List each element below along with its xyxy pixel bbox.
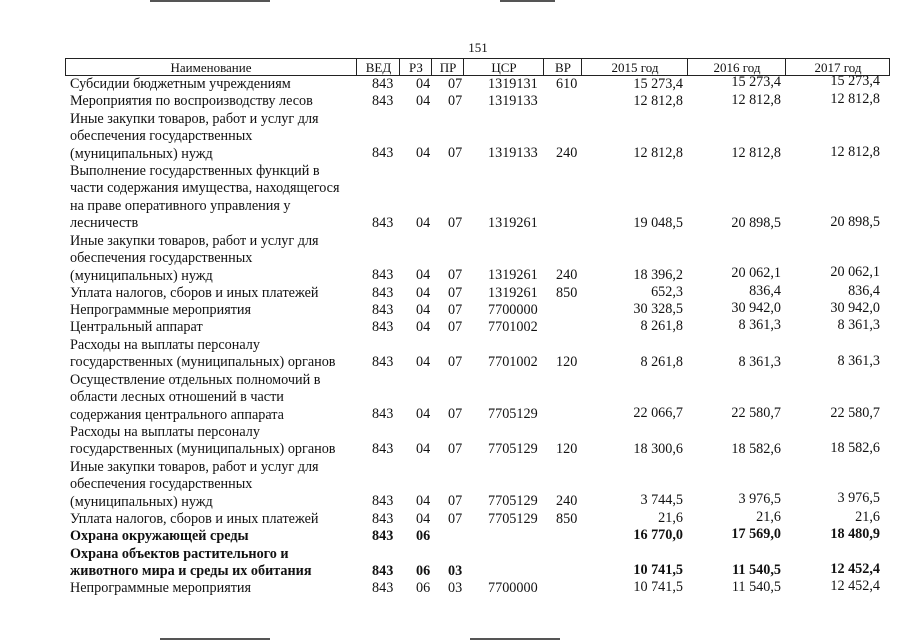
header-name: Наименование [170, 60, 252, 75]
row-name: Центральный аппарат [70, 319, 203, 335]
row-2016: 15 273,4 [731, 74, 781, 90]
row-2017: 20 898,5 [830, 214, 880, 230]
row-name: Иные закупки товаров, работ и услуг для обеспечения государственных (муниципальных) нужд [70, 111, 319, 162]
row-rz: 04 [416, 319, 431, 335]
header-rz: РЗ [399, 59, 432, 75]
header-pr: ПР [431, 59, 464, 75]
row-pr: 07 [448, 302, 463, 318]
row-pr: 07 [448, 93, 463, 109]
row-2015: 12 812,8 [633, 93, 683, 109]
row-csr: 1319133 [488, 145, 538, 161]
header-2016: 2016 год [687, 59, 786, 75]
row-2017: 20 062,1 [830, 264, 880, 280]
row-2015: 10 741,5 [633, 562, 683, 578]
header-ved: ВЕД [356, 59, 400, 75]
row-2015: 15 273,4 [633, 76, 683, 92]
row-name: Осуществление отдельных полномочий в области лесных отношений в части содержания центрального аппарата [70, 372, 321, 423]
row-2016: 22 580,7 [731, 405, 781, 421]
row-2015: 18 396,2 [633, 267, 683, 283]
row-2016: 8 361,3 [738, 317, 781, 333]
row-2016: 12 812,8 [731, 92, 781, 108]
row-ved: 843 [372, 93, 394, 109]
row-pr: 07 [448, 267, 463, 283]
row-csr: 1319261 [488, 215, 538, 231]
row-2015: 30 328,5 [633, 301, 683, 317]
row-2017: 12 812,8 [830, 91, 880, 107]
row-pr: 07 [448, 441, 463, 457]
row-ved: 843 [372, 511, 394, 527]
row-csr: 1319261 [488, 267, 538, 283]
row-csr: 7705129 [488, 493, 538, 509]
row-2015: 19 048,5 [633, 215, 683, 231]
row-name: Уплата налогов, сборов и иных платежей [70, 511, 319, 527]
row-pr: 07 [448, 145, 463, 161]
row-ved: 843 [372, 563, 394, 579]
row-2016: 11 540,5 [731, 579, 781, 595]
scan-edge-top-left [150, 0, 270, 2]
row-ved: 843 [372, 302, 394, 318]
row-ved: 843 [372, 319, 394, 335]
row-ved: 843 [372, 215, 394, 231]
row-pr: 07 [448, 493, 463, 509]
row-2015: 22 066,7 [633, 405, 683, 421]
row-ved: 843 [372, 285, 394, 301]
row-name: Иные закупки товаров, работ и услуг для обеспечения государственных (муниципальных) нужд [70, 459, 319, 510]
row-vr: 850 [556, 285, 578, 301]
row-csr: 7700000 [488, 580, 538, 596]
row-rz: 04 [416, 511, 431, 527]
row-rz: 06 [416, 528, 431, 544]
row-name: Субсидии бюджетным учреждениям [70, 76, 291, 92]
header-csr: ЦСР [463, 59, 544, 75]
row-name: Мероприятия по воспроизводству лесов [70, 93, 313, 109]
row-ved: 843 [372, 354, 394, 370]
row-2015: 8 261,8 [640, 318, 683, 334]
row-csr: 7705129 [488, 511, 538, 527]
row-pr: 07 [448, 285, 463, 301]
row-2017: 18 582,6 [830, 440, 880, 456]
row-2016: 21,6 [756, 509, 781, 525]
row-2017: 12 452,4 [830, 578, 880, 594]
row-rz: 04 [416, 76, 431, 92]
row-vr: 120 [556, 354, 578, 370]
row-ved: 843 [372, 441, 394, 457]
row-2015: 16 770,0 [633, 527, 683, 543]
row-2017: 8 361,3 [837, 353, 880, 369]
row-name: Непрограммные мероприятия [70, 302, 252, 318]
row-csr: 1319131 [488, 76, 538, 92]
row-rz: 06 [416, 580, 431, 596]
scan-edge-top-right [500, 0, 555, 2]
row-csr: 7701002 [488, 354, 538, 370]
row-2016: 30 942,0 [731, 300, 781, 316]
row-name: Охрана объектов растительного и животного мира и среды их обитания [70, 546, 312, 580]
header-vr: ВР [543, 59, 582, 75]
row-rz: 04 [416, 406, 431, 422]
row-2016: 11 540,5 [732, 562, 781, 578]
row-vr: 240 [556, 145, 578, 161]
row-pr: 03 [448, 580, 463, 596]
row-ved: 843 [372, 528, 394, 544]
row-2016: 836,4 [749, 283, 781, 299]
row-csr: 7705129 [488, 406, 538, 422]
row-ved: 843 [372, 76, 394, 92]
row-2017: 8 361,3 [837, 317, 880, 333]
row-rz: 04 [416, 285, 431, 301]
row-2017: 30 942,0 [830, 300, 880, 316]
row-ved: 843 [372, 145, 394, 161]
row-vr: 240 [556, 493, 578, 509]
row-rz: 04 [416, 354, 431, 370]
row-2017: 22 580,7 [830, 405, 880, 421]
row-pr: 07 [448, 76, 463, 92]
row-pr: 03 [448, 563, 463, 579]
row-name: Расходы на выплаты персоналу государственных (муниципальных) органов [70, 424, 336, 458]
row-name: Выполнение государственных функций в части содержания имущества, находящегося на праве оперативного управления у лесничеств [70, 163, 340, 231]
row-2015: 12 812,8 [633, 145, 683, 161]
row-name: Уплата налогов, сборов и иных платежей [70, 285, 319, 301]
row-2015: 8 261,8 [640, 354, 683, 370]
row-rz: 04 [416, 441, 431, 457]
row-2017: 15 273,4 [830, 73, 880, 89]
row-2015: 652,3 [651, 284, 683, 300]
row-2015: 10 741,5 [633, 579, 683, 595]
header-2017: 2017 год [785, 59, 890, 75]
row-pr: 07 [448, 215, 463, 231]
row-name: Иные закупки товаров, работ и услуг для обеспечения государственных (муниципальных) нужд [70, 233, 319, 284]
row-rz: 04 [416, 93, 431, 109]
row-2015: 3 744,5 [640, 492, 683, 508]
row-2016: 17 569,0 [731, 526, 781, 542]
row-vr: 850 [556, 511, 578, 527]
row-ved: 843 [372, 267, 394, 283]
row-rz: 04 [416, 267, 431, 283]
row-csr: 7700000 [488, 302, 538, 318]
row-2016: 20 898,5 [731, 215, 781, 231]
row-pr: 07 [448, 319, 463, 335]
row-name: Охрана окружающей среды [70, 528, 249, 544]
page-number: 151 [468, 40, 488, 55]
row-csr: 7705129 [488, 441, 538, 457]
row-ved: 843 [372, 406, 394, 422]
row-name: Расходы на выплаты персоналу государственных (муниципальных) органов [70, 337, 336, 371]
row-rz: 04 [416, 215, 431, 231]
row-2016: 12 812,8 [731, 145, 781, 161]
row-2016: 18 582,6 [731, 441, 781, 457]
row-2016: 8 361,3 [738, 354, 781, 370]
row-2016: 20 062,1 [731, 265, 781, 281]
row-csr: 1319261 [488, 285, 538, 301]
row-rz: 04 [416, 493, 431, 509]
row-2017: 3 976,5 [837, 490, 880, 506]
row-rz: 06 [416, 563, 431, 579]
row-2016: 3 976,5 [738, 491, 781, 507]
row-name: Непрограммные мероприятия [70, 580, 252, 596]
row-rz: 04 [416, 145, 431, 161]
row-2015: 18 300,6 [633, 441, 683, 457]
row-2017: 21,6 [855, 509, 880, 525]
row-2015: 21,6 [658, 510, 683, 526]
row-rz: 04 [416, 302, 431, 318]
row-vr: 240 [556, 267, 578, 283]
row-pr: 07 [448, 406, 463, 422]
row-2017: 18 480,9 [830, 526, 880, 542]
header-2015: 2015 год [581, 59, 688, 75]
row-ved: 843 [372, 493, 394, 509]
row-2017: 836,4 [848, 283, 880, 299]
row-2017: 12 452,4 [830, 561, 880, 577]
row-csr: 1319133 [488, 93, 538, 109]
row-vr: 610 [556, 76, 578, 92]
row-vr: 120 [556, 441, 578, 457]
row-pr: 07 [448, 354, 463, 370]
row-csr: 7701002 [488, 319, 538, 335]
row-ved: 843 [372, 580, 394, 596]
row-2017: 12 812,8 [830, 144, 880, 160]
row-pr: 07 [448, 511, 463, 527]
